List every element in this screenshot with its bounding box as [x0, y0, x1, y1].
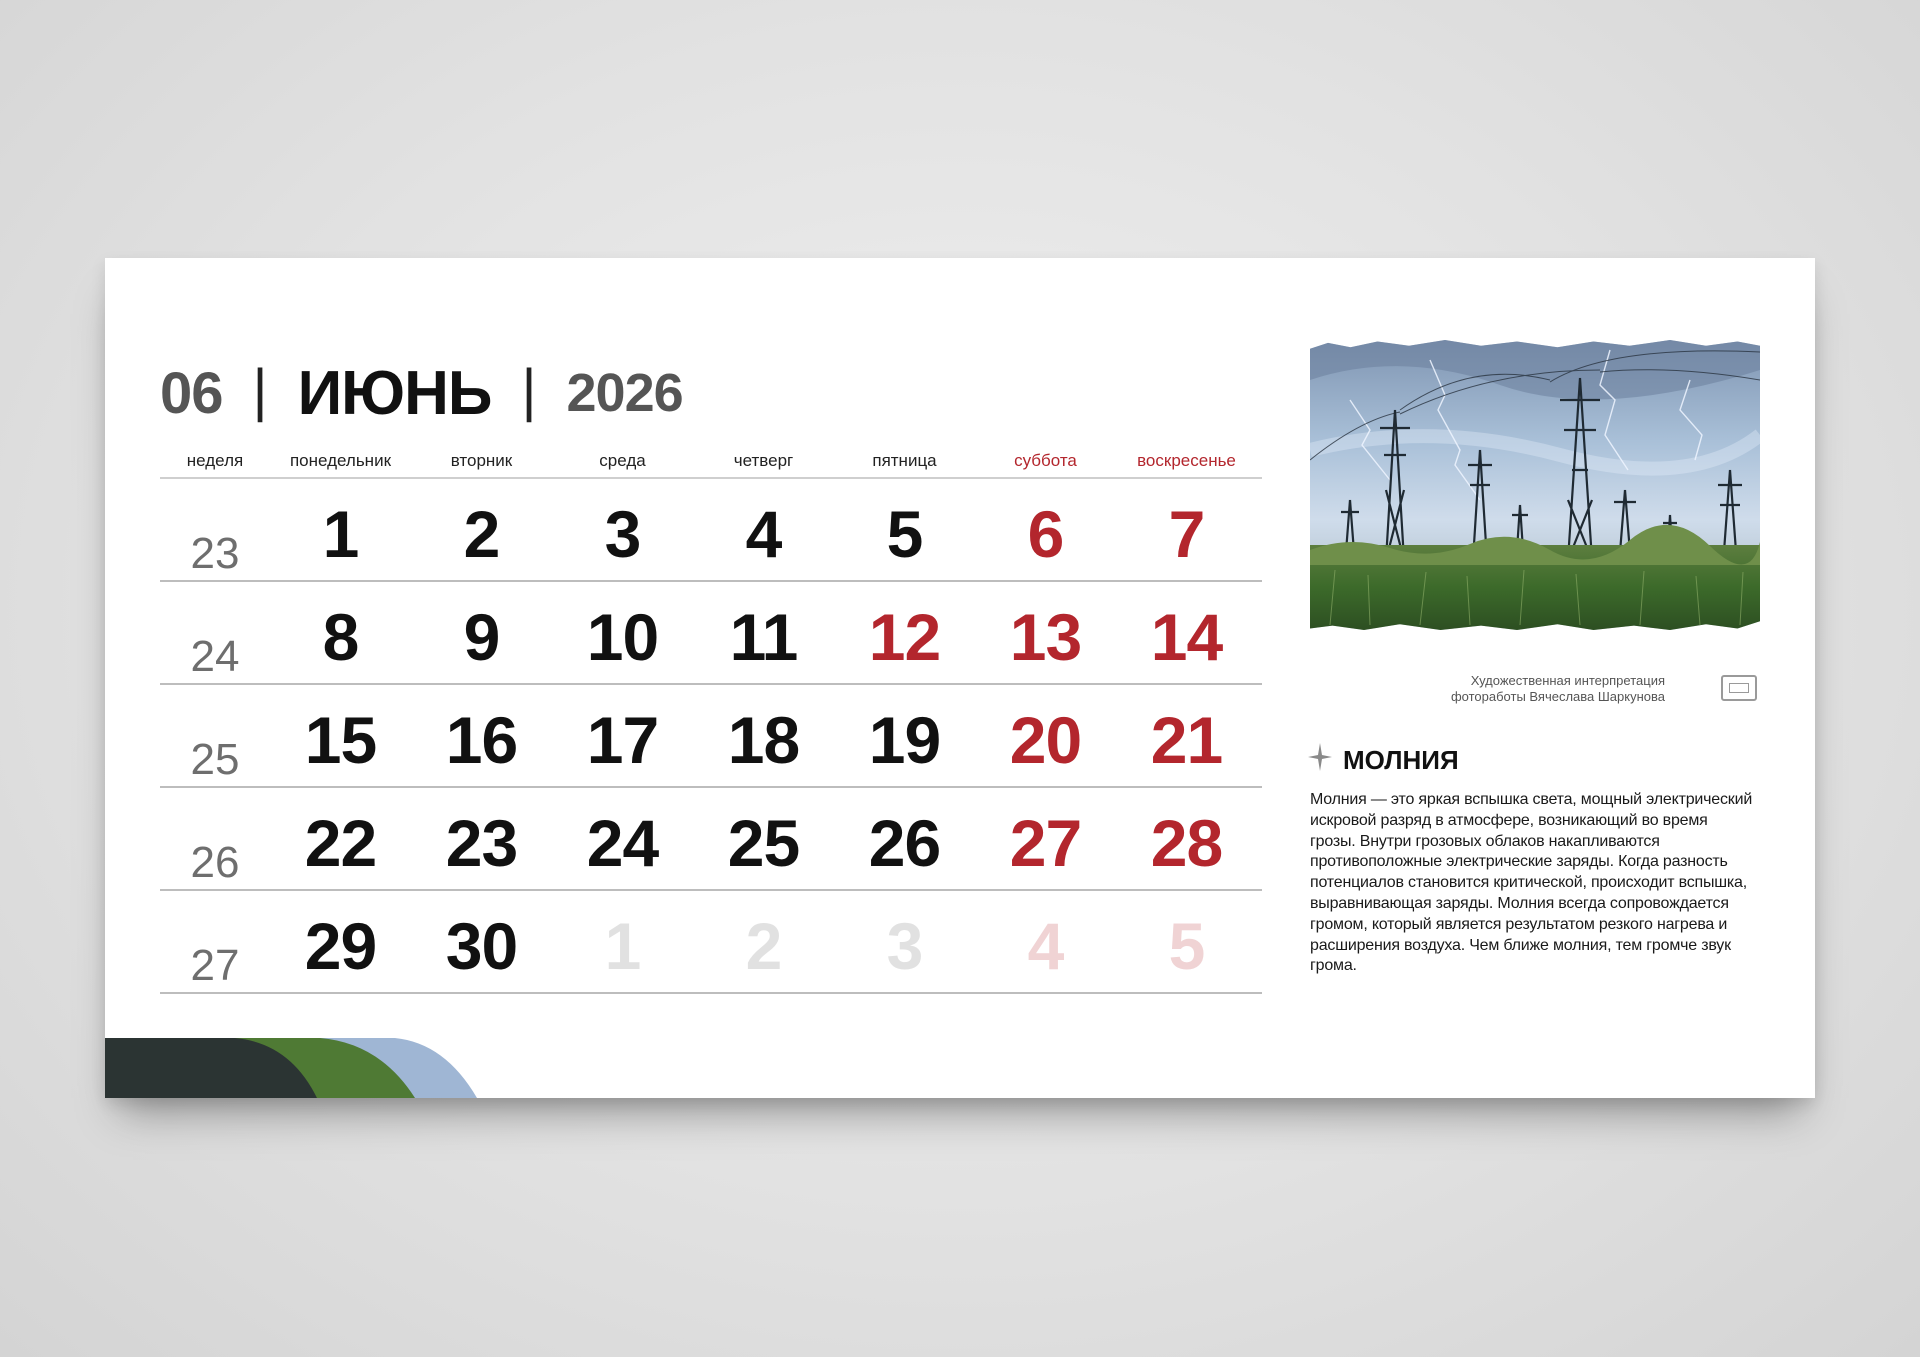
header-divider: | [521, 357, 537, 423]
day-cell: 16 [445, 703, 518, 777]
day-cell: 5 [886, 497, 923, 571]
week-number: 27 [190, 941, 240, 990]
day-cell: 1 [604, 909, 641, 983]
day-cell: 4 [745, 497, 782, 571]
day-cell: 10 [586, 600, 659, 674]
weekday-header-row [160, 451, 1262, 479]
day-cell: 21 [1150, 703, 1223, 777]
weekday-label: суббота [1014, 451, 1077, 470]
week-number: 24 [190, 632, 240, 681]
photo-caption [1345, 673, 1665, 705]
day-cell: 30 [445, 909, 518, 983]
day-cell: 9 [463, 600, 500, 674]
header-divider: | [252, 357, 268, 423]
decorative-waves [105, 1038, 505, 1098]
info-text: Молния — это яркая вспышка света, мощный электрический искровой разряд в атмосфере, возникающий во время грозы. Внутри грозовых облаков накапливаются противоположные электрические заряды. Когда разность потенциалов становится критической, происходит вспышка, выравнивающая заряды. Молния всегда сопровождается громом, который является результатом резкого нагрева и расширения воздуха. Чем ближе молния, тем громче звук грома. [1310, 791, 1753, 975]
day-cell: 26 [868, 806, 941, 880]
weekday-label: четверг [733, 451, 794, 470]
calendar-page [105, 258, 1815, 1098]
day-cell: 11 [729, 600, 798, 674]
info-title: МОЛНИЯ [1343, 745, 1459, 775]
year: 2026 [566, 363, 683, 423]
month-name: ИЮНЬ [297, 358, 492, 428]
day-cell: 24 [586, 806, 659, 880]
day-cell: 6 [1027, 497, 1064, 571]
day-cell: 17 [586, 703, 659, 777]
week-row [160, 477, 1262, 582]
calendar-header [160, 358, 683, 428]
week-row [160, 786, 1262, 891]
day-cell: 2 [745, 909, 782, 983]
day-cell: 5 [1168, 909, 1205, 983]
weekday-label: понедельник [289, 451, 392, 470]
sparkle-icon [1308, 743, 1332, 771]
day-cell: 1 [322, 497, 359, 571]
week-row [160, 683, 1262, 788]
weekday-label: неделя [186, 451, 244, 470]
month-number: 06 [160, 360, 223, 426]
weekday-label: среда [599, 451, 646, 470]
day-cell: 25 [727, 806, 800, 880]
day-cell: 15 [304, 703, 377, 777]
day-cell: 18 [727, 703, 800, 777]
day-cell: 27 [1009, 806, 1082, 880]
power-lines-photo [1310, 340, 1760, 630]
caption-line: фотоработы Вячеслава Шаркунова [1450, 689, 1665, 704]
day-cell: 22 [304, 806, 377, 880]
caption-line: Художественная интерпретация [1470, 673, 1665, 688]
picture-frame-icon [1721, 675, 1757, 701]
week-row [160, 889, 1262, 994]
week-number: 25 [190, 735, 240, 784]
day-cell: 19 [868, 703, 941, 777]
day-cell: 20 [1009, 703, 1082, 777]
day-cell: 23 [445, 806, 518, 880]
day-cell: 29 [304, 909, 377, 983]
day-cell: 2 [463, 497, 500, 571]
day-cell: 3 [604, 497, 641, 571]
day-cell: 7 [1168, 497, 1205, 571]
day-cell: 4 [1027, 909, 1064, 983]
day-cell: 8 [322, 600, 359, 674]
week-number: 26 [190, 838, 240, 887]
day-cell: 3 [886, 909, 923, 983]
week-number: 23 [190, 529, 240, 578]
day-cell: 13 [1009, 600, 1082, 674]
weekday-label: воскресенье [1137, 451, 1236, 470]
weekday-label: вторник [450, 451, 513, 470]
weekday-label: пятница [872, 451, 937, 470]
day-cell: 28 [1150, 806, 1223, 880]
day-cell: 12 [868, 600, 941, 674]
week-row [160, 580, 1262, 685]
day-cell: 14 [1150, 600, 1223, 674]
